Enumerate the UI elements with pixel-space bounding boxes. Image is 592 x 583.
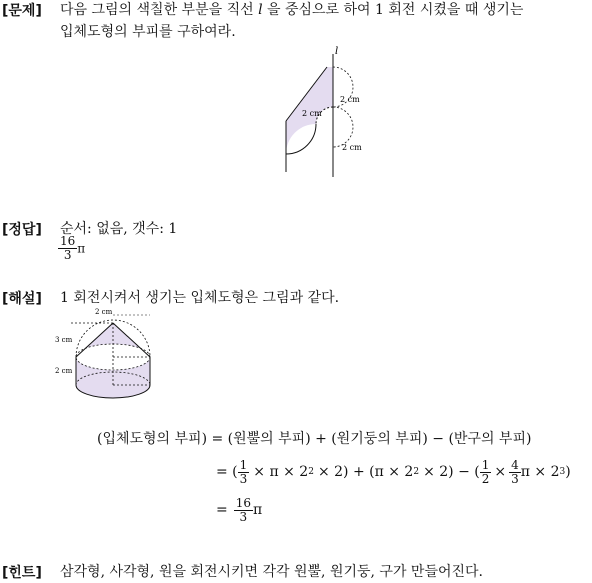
answer-tag: [정답] — [2, 222, 42, 238]
answer-line: 순서: 없음, 갯수: 1 — [60, 221, 178, 237]
label-left-top: 3 cm — [55, 336, 73, 344]
problem-line-2: 입체도형의 부피를 구하여라. — [60, 24, 236, 40]
label-2cm-slant: 2 cm — [302, 109, 322, 118]
problem-line-1: 다음 그림의 색칠한 부분을 직선 l 을 중심으로 하여 1 회전 시켰을 때 생기는 — [60, 2, 524, 18]
solution-tag: [해설] — [2, 291, 42, 307]
equation-line-2: = ( $\frac{1}{3}$ × π × 2 2 × 2) + (π × 2 2 × 2) − ( $\frac{1}{2}$ × $\frac{4}{3}$ π × 2 3 ) — [216, 457, 571, 486]
label-2cm-upper: 2 cm — [340, 95, 360, 104]
label-top: 2 cm — [95, 308, 113, 316]
axis-label: l — [335, 46, 339, 57]
answer-fraction: $\frac{16}{3}$ — [60, 234, 76, 262]
hint-tag: [힌트] — [2, 565, 42, 581]
label-left-bottom: 2 cm — [55, 367, 73, 375]
solution-figure — [55, 305, 165, 405]
solution-line: 1 회전시켜서 생기는 입체도형은 그림과 같다. — [60, 290, 340, 306]
answer-value: $\frac{16}{3}$ π — [60, 234, 86, 262]
equation-line-3: = $\frac{16}{3}$ π — [216, 495, 263, 524]
hint-line: 삼각형, 사각형, 원을 회전시키면 각각 원뿔, 원기둥, 구가 만들어진다. — [60, 564, 483, 580]
problem-tag: [문제] — [2, 3, 42, 19]
equation-line-1: (입체도형의 부피) = (원뿔의 부피) + (원기둥의 부피) − (반구의 부피) — [97, 431, 532, 447]
problem-figure — [280, 45, 370, 180]
label-2cm-lower: 2 cm — [342, 143, 362, 152]
